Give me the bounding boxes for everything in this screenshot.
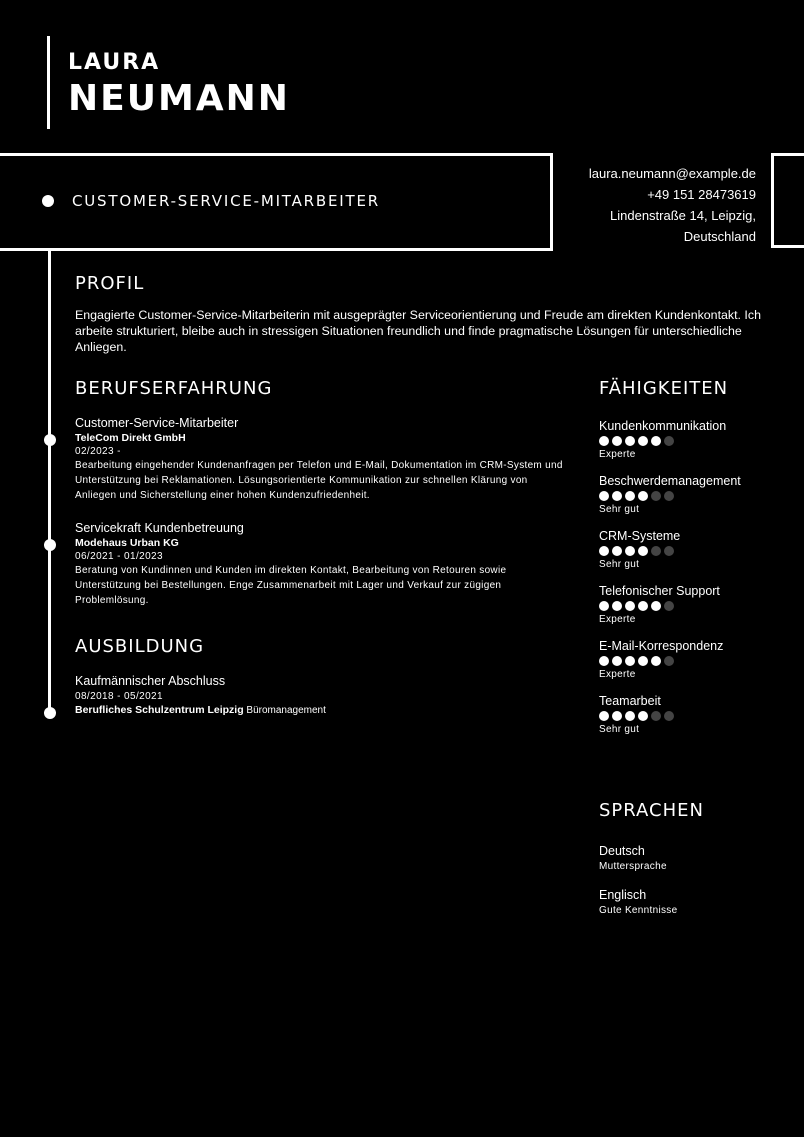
- skill-name: CRM-Systeme: [599, 529, 681, 543]
- skill-name: Telefonischer Support: [599, 584, 720, 598]
- skill-name: E-Mail-Korrespondenz: [599, 639, 724, 653]
- contact-phone[interactable]: +49 151 28473619: [647, 187, 756, 202]
- rating-dot-filled-icon: [612, 491, 622, 501]
- languages-list: [599, 844, 789, 932]
- rating-dot-filled-icon: [612, 711, 622, 721]
- job-title: CUSTOMER-SERVICE-MITARBEITER: [72, 192, 380, 210]
- rating-dot-empty-icon: [664, 656, 674, 666]
- timeline-dot-icon: [44, 707, 56, 719]
- rating-dot-filled-icon: [612, 656, 622, 666]
- rating-dot-filled-icon: [625, 711, 635, 721]
- profile-heading: PROFIL: [75, 273, 145, 294]
- title-bullet-icon: [42, 195, 54, 207]
- skill-rating: [599, 491, 789, 501]
- skill-level: Sehr gut: [599, 724, 640, 735]
- last-name: NEUMANN: [68, 78, 290, 119]
- skill-name: Kundenkommunikation: [599, 419, 727, 433]
- experience-title: Servicekraft Kundenbetreuung: [75, 521, 244, 535]
- skill-level: Sehr gut: [599, 559, 640, 570]
- rating-dot-filled-icon: [638, 546, 648, 556]
- language-level: Gute Kenntnisse: [599, 905, 678, 916]
- experience-description: Beratung von Kundinnen und Kunden im direkten Kontakt, Bearbeitung von Retouren sowie Unterstützung bei Bestellungen. Enge Zusammenarbeit mit Lager und Verkauf zur zügigen Problemlösung.: [75, 565, 507, 606]
- language-item: [599, 844, 789, 872]
- skill-level: Experte: [599, 449, 636, 460]
- rating-dot-empty-icon: [651, 711, 661, 721]
- skill-item: [599, 584, 789, 625]
- experience-company: TeleCom Direkt GmbH: [75, 432, 186, 444]
- skill-item: [599, 419, 789, 460]
- contact-address-line2: Deutschland: [683, 229, 756, 244]
- rating-dot-filled-icon: [612, 436, 622, 446]
- skill-rating: [599, 711, 789, 721]
- rating-dot-filled-icon: [638, 491, 648, 501]
- rating-dot-filled-icon: [638, 711, 648, 721]
- rating-dot-filled-icon: [599, 601, 609, 611]
- education-item: [75, 674, 326, 716]
- skill-level: Experte: [599, 614, 636, 625]
- skill-name: Teamarbeit: [599, 694, 661, 708]
- skill-item: [599, 529, 789, 570]
- language-name: Deutsch: [599, 844, 645, 858]
- language-item: [599, 888, 789, 916]
- experience-item: [75, 521, 565, 608]
- rating-dot-empty-icon: [664, 546, 674, 556]
- rating-dot-filled-icon: [599, 436, 609, 446]
- skill-level: Experte: [599, 669, 636, 680]
- rating-dot-empty-icon: [664, 711, 674, 721]
- rating-dot-empty-icon: [651, 491, 661, 501]
- skill-name: Beschwerdemanagement: [599, 474, 741, 488]
- rating-dot-filled-icon: [651, 656, 661, 666]
- skills-list: [599, 419, 789, 749]
- language-level: Muttersprache: [599, 861, 667, 872]
- rating-dot-filled-icon: [599, 491, 609, 501]
- rating-dot-empty-icon: [664, 491, 674, 501]
- skill-item: [599, 474, 789, 515]
- profile-text: Engagierte Customer-Service-Mitarbeiterin mit ausgeprägter Serviceorientierung und Freude am direkten Kundenkontakt. Ich arbeite strukturiert, bleibe auch in stressigen Situationen freundlich und finde pragmatische Lösungen für unterschiedliche Anliegen.: [75, 308, 761, 354]
- rating-dot-empty-icon: [651, 546, 661, 556]
- skill-rating: [599, 656, 789, 666]
- education-title: Kaufmännischer Abschluss: [75, 674, 226, 688]
- skill-level: Sehr gut: [599, 504, 640, 515]
- experience-title: Customer-Service-Mitarbeiter: [75, 416, 239, 430]
- contact-block: [566, 163, 756, 247]
- skill-rating: [599, 546, 789, 556]
- experience-description: Bearbeitung eingehender Kundenanfragen per Telefon und E-Mail, Dokumentation im CRM-System und Unterstützung bei Reklamationen. Lösungsorientierte Kommunikation zur schnellen Klärung von Anliegen und Sicherstellung einer hohen Kundenzufriedenheit.: [75, 460, 563, 501]
- contact-email[interactable]: laura.neumann@example.de: [588, 166, 756, 181]
- rating-dot-filled-icon: [638, 656, 648, 666]
- experience-date: 02/2023 -: [75, 446, 121, 457]
- skill-rating: [599, 436, 789, 446]
- rating-dot-empty-icon: [664, 601, 674, 611]
- experience-company: Modehaus Urban KG: [75, 537, 179, 549]
- skill-item: [599, 639, 789, 680]
- experience-item: [75, 416, 565, 503]
- rating-dot-filled-icon: [651, 601, 661, 611]
- rating-dot-filled-icon: [625, 601, 635, 611]
- contact-frame: [771, 153, 804, 248]
- rating-dot-filled-icon: [625, 491, 635, 501]
- skill-item: [599, 694, 789, 735]
- experience-date: 06/2021 - 01/2023: [75, 551, 163, 562]
- rating-dot-filled-icon: [612, 601, 622, 611]
- rating-dot-filled-icon: [638, 601, 648, 611]
- rating-dot-filled-icon: [625, 546, 635, 556]
- rating-dot-filled-icon: [638, 436, 648, 446]
- rating-dot-filled-icon: [612, 546, 622, 556]
- name-accent-bar: [47, 36, 50, 129]
- rating-dot-filled-icon: [599, 546, 609, 556]
- rating-dot-filled-icon: [599, 656, 609, 666]
- contact-address-line1: Lindenstraße 14, Leipzig,: [610, 208, 756, 223]
- skills-heading: FÄHIGKEITEN: [599, 378, 729, 399]
- rating-dot-filled-icon: [599, 711, 609, 721]
- education-date: 08/2018 - 05/2021: [75, 691, 163, 702]
- timeline-dot-icon: [44, 539, 56, 551]
- languages-heading: SPRACHEN: [599, 800, 704, 821]
- experience-heading: BERUFSERFAHRUNG: [75, 378, 273, 399]
- timeline-line: [48, 248, 51, 715]
- rating-dot-filled-icon: [625, 436, 635, 446]
- first-name: LAURA: [68, 50, 161, 75]
- education-field: Büromanagement: [246, 705, 326, 716]
- rating-dot-filled-icon: [625, 656, 635, 666]
- rating-dot-empty-icon: [664, 436, 674, 446]
- timeline-dot-icon: [44, 434, 56, 446]
- language-name: Englisch: [599, 888, 647, 902]
- rating-dot-filled-icon: [651, 436, 661, 446]
- education-school: Berufliches Schulzentrum Leipzig: [75, 704, 244, 716]
- education-heading: AUSBILDUNG: [75, 636, 205, 657]
- skill-rating: [599, 601, 789, 611]
